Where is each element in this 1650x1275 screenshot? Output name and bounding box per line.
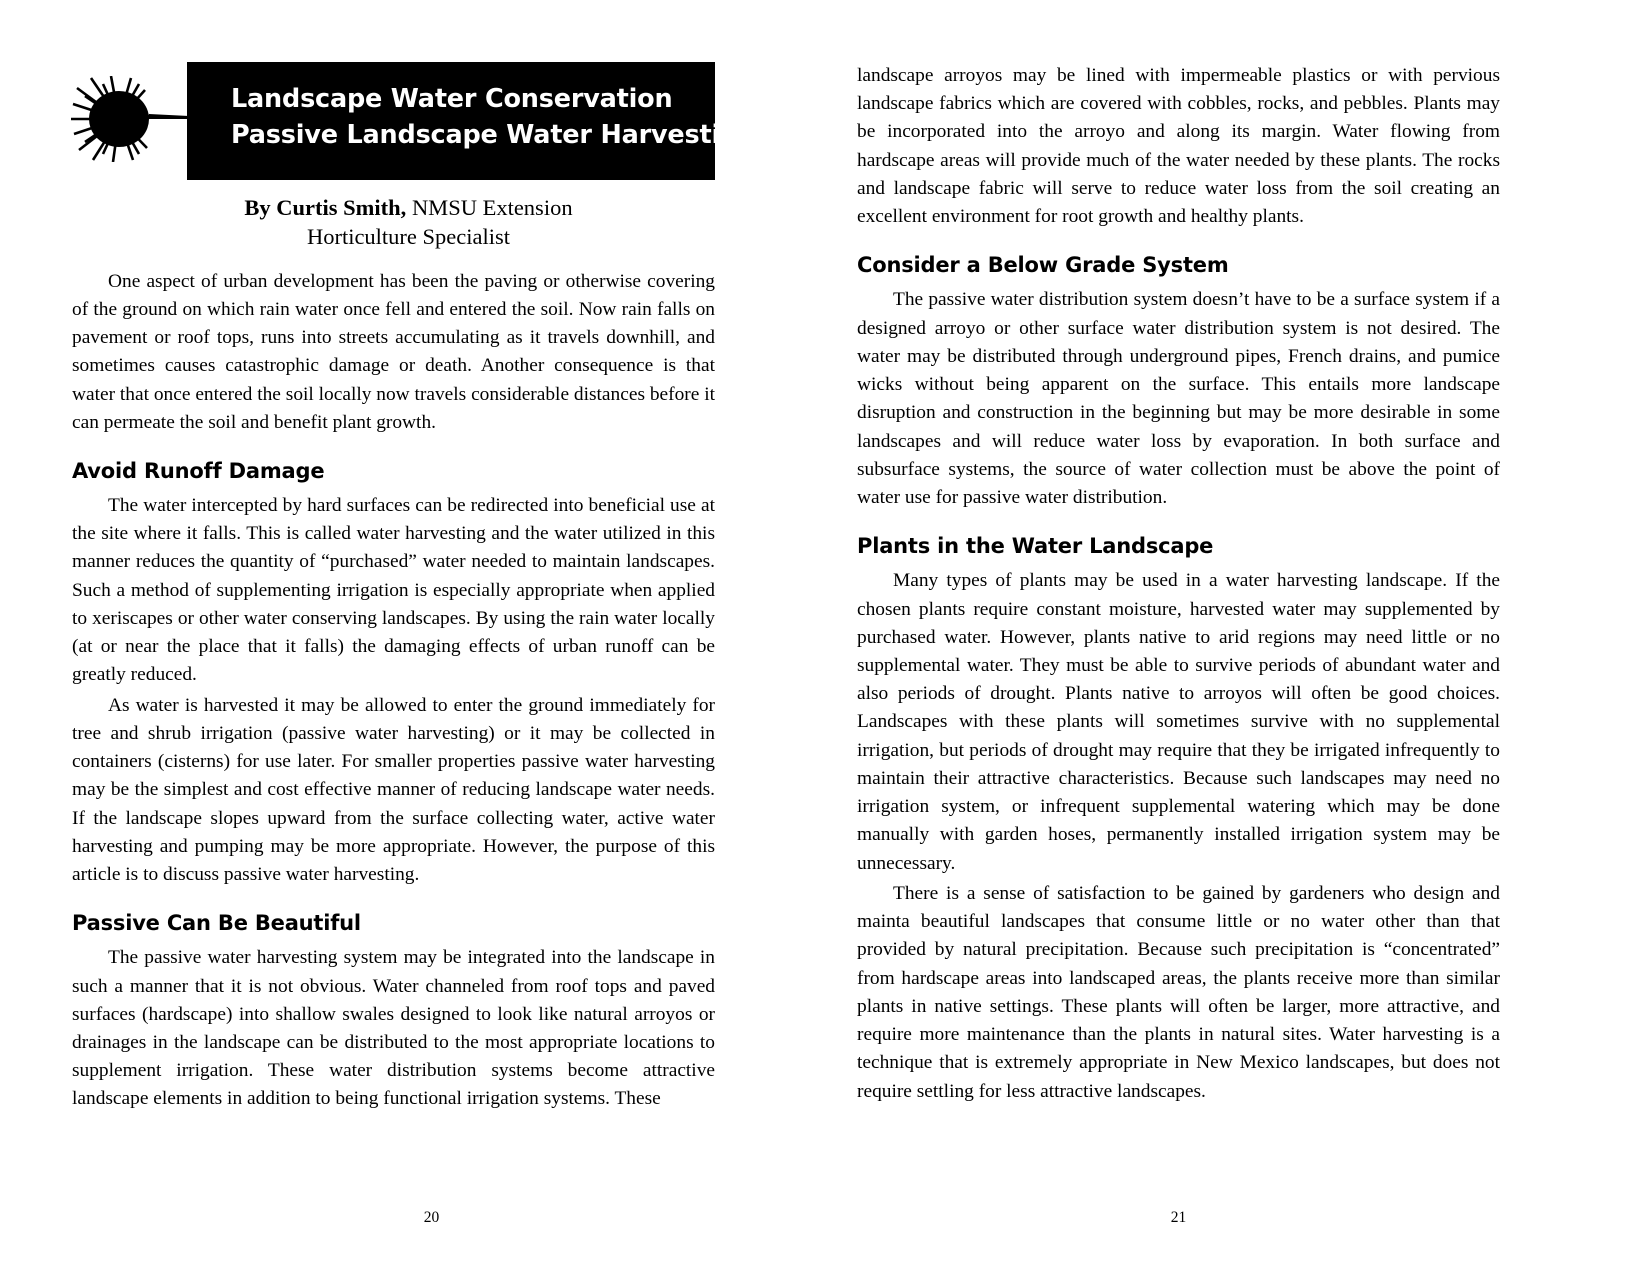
left-intro-block (72, 268, 715, 437)
paragraph-below-grade-1: The passive water distribution system doesn’t have to be a surface system if a designed arroyo or other surface water distribution system is not desired. The water may be distributed through underground pipes, French drains, and pumice wicks without being apparent on the surface. This entails more landscape disruption and construction in the beginning but may be more desirable in some landscapes and will reduce water loss by evaporation. In both surface and subsurface systems, the source of water collection must be above the point of water use for passive water distribution. (857, 289, 1500, 509)
paragraph-plants-2: There is a sense of satisfaction to be gained by gardeners who design and mainta beautiful landscapes that consume little or no water other than that provided by natural precipitation. Because such precipitation is “concentrated” from hardscape areas into landscaped areas, the plants receive more than similar plants in native settings. These plants will often be larger, more attractive, and require more maintenance than the plants in natural sites. Water harvesting is a technique that is extremely appropriate in New Mexico landscapes, but does not require settling for less attractive landscapes. (857, 882, 1500, 1102)
section-heading-passive-can-be-beautiful: Passive Can Be Beautiful (72, 911, 361, 936)
thistle-plant-logo-icon (69, 76, 189, 162)
section-heading-plants-in-the-water-landscape: Plants in the Water Landscape (857, 534, 1214, 559)
paragraph-continuation: landscape arroyos may be lined with impermeable plastics or with pervious landscape fabrics which are covered with cobbles, rocks, and pebbles. Plants may be incorporated into the arroyo and along its margin. Water flowing from hardscape areas will provide much of the water needed by these plants. The rocks and landscape fabric will serve to reduce water loss from the soil creating an excellent environment for root growth and healthy plants. (857, 65, 1500, 228)
intro-paragraph: One aspect of urban development has been the paving or otherwise covering of the ground on which rain water once fell and entered the soil. Now rain falls on pavement or roof tops, runs into streets accumulating as it travels downhill, and sometimes causes catastrophic damage or death. Another consequence is that water that once entered the soil locally now travels considerable distances before it can permeate the soil and benefit plant growth. (72, 270, 715, 433)
paragraph-avoid-runoff-1: The water intercepted by hard surfaces can be redirected into beneficial use at the site where it falls. This is called water harvesting and the water utilized in this manner reduces the quantity of “purchased” water needed to maintain landscapes. Such a method of supplementing irrigation is especially appropriate when applied to xeriscapes or other water conserving landscapes. By using the rain water locally (at or near the place that it falls) the damaging effects of urban runoff can be greatly reduced. (72, 495, 715, 686)
article-masthead (187, 62, 757, 180)
masthead-title-line1: Landscape Water Conservation (231, 84, 673, 114)
byline-affiliation: NMSU Extension (406, 195, 573, 220)
byline-role: Horticulture Specialist (306, 223, 511, 249)
paragraph-passive-beautiful-1: The passive water harvesting system may be integrated into the landscape in such a manner that it is not obvious. Water channeled from roof tops and paved surfaces (hardscape) into shallow swales designed to look like natural arroyos or drainages in the landscape can be distributed to the most appropriate locations to supplement irrigation. These water distribution systems become attractive landscape elements in addition to being functional irrigation systems. These (72, 947, 715, 1110)
page-number-right: 21 (1170, 1209, 1187, 1226)
page-number-left: 20 (423, 1209, 440, 1226)
masthead-title (231, 81, 757, 153)
masthead-title-line2: Passive Landscape Water Harvesting (231, 120, 757, 151)
byline-author: By Curtis Smith, (244, 195, 407, 220)
section-heading-avoid-runoff-damage: Avoid Runoff Damage (72, 459, 325, 483)
right-page (825, 0, 1650, 1275)
paragraph-avoid-runoff-2: As water is harvested it may be allowed to enter the ground immediately for tree and shrub irrigation (passive water harvesting) or it may be collected in containers (cisterns) for use later. For smaller properties passive water harvesting may be the simplest and cost effective manner of reducing landscape water needs. If the landscape slopes upward from the surface collecting water, active water harvesting and pumping may be more appropriate. However, the purpose of this article is to discuss passive water harvesting. (72, 694, 715, 886)
paragraph-plants-1: Many types of plants may be used in a water harvesting landscape. If the chosen plants require constant moisture, harvested water may supplemented by purchased water. However, plants native to arid regions may need little or no supplemental water. They must be able to survive periods of abundant water and also periods of drought. Plants native to arroyos will often be good choices. Landscapes with these plants will sometimes survive with no supplemental irrigation, but periods of drought may require that they be irrigated infrequently to maintain their attractive characteristics. Because such landscapes may need no irrigation system, or infrequent supplemental watering which may be done manually with garden hoses, permanently installed irrigation system may be unnecessary. (857, 570, 1500, 874)
byline (72, 194, 715, 252)
section-heading-consider-below-grade-system: Consider a Below Grade System (857, 253, 1229, 278)
